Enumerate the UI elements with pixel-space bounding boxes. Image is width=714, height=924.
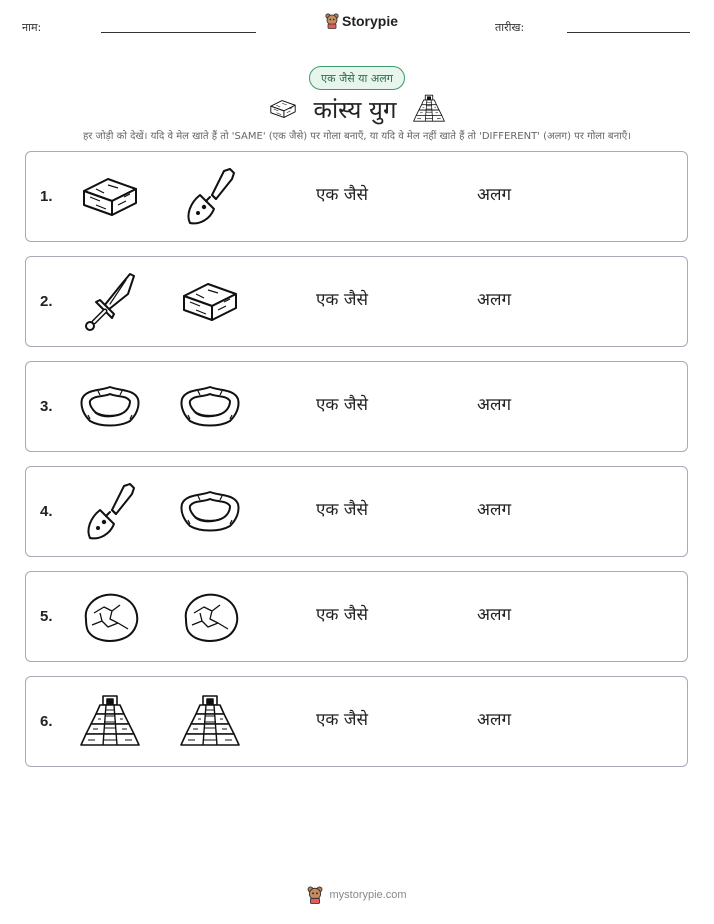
pyramid-icon — [78, 690, 142, 754]
brick-icon — [268, 94, 298, 124]
question-row — [25, 466, 688, 557]
option-same[interactable]: एक जैसे — [316, 290, 368, 310]
option-different[interactable]: अलग — [477, 395, 512, 415]
clay-tray-icon — [178, 480, 242, 544]
mascot-icon — [307, 886, 323, 904]
option-same[interactable]: एक जैसे — [316, 395, 368, 415]
clay-tray-icon — [178, 375, 242, 439]
date-label: तारीख: — [495, 21, 525, 34]
brick-icon — [178, 270, 242, 334]
question-number: 5. — [40, 608, 53, 625]
page-title: कांस्य युग — [313, 95, 397, 124]
option-different[interactable]: अलग — [477, 710, 512, 730]
sword-icon — [78, 270, 142, 334]
brick-icon — [78, 165, 142, 229]
question-number: 6. — [40, 713, 53, 730]
footer — [0, 886, 714, 904]
worksheet-tag: एक जैसे या अलग — [309, 66, 405, 90]
brand-name: Storypie — [342, 13, 399, 29]
rock-icon — [178, 585, 242, 649]
name-field[interactable] — [101, 32, 256, 33]
question-row — [25, 151, 688, 242]
question-row — [25, 571, 688, 662]
option-different[interactable]: अलग — [477, 185, 512, 205]
option-same[interactable]: एक जैसे — [316, 605, 368, 625]
date-field[interactable] — [567, 32, 690, 33]
question-row — [25, 361, 688, 452]
pyramid-icon — [178, 690, 242, 754]
question-number: 2. — [40, 293, 53, 310]
trowel-icon — [78, 480, 142, 544]
question-row — [25, 676, 688, 767]
footer-url: mystorypie.com — [329, 889, 407, 901]
trowel-icon — [178, 165, 242, 229]
question-number: 1. — [40, 188, 53, 205]
question-row — [25, 256, 688, 347]
title-row — [0, 92, 714, 126]
brand-logo — [325, 13, 398, 29]
question-number: 3. — [40, 398, 53, 415]
option-same[interactable]: एक जैसे — [316, 710, 368, 730]
clay-tray-icon — [78, 375, 142, 439]
option-same[interactable]: एक जैसे — [316, 185, 368, 205]
option-different[interactable]: अलग — [477, 500, 512, 520]
option-different[interactable]: अलग — [477, 605, 512, 625]
option-different[interactable]: अलग — [477, 290, 512, 310]
name-label: नाम: — [22, 21, 42, 34]
question-number: 4. — [40, 503, 53, 520]
instructions: हर जोड़ी को देखें। यदि वे मेल खाते हैं तो 'SAME' (एक जैसे) पर गोला बनाएँ, या यदि वे मेल नहीं खाते हैं तो 'DIFFERENT' (अलग) पर गोला बनाएँ। — [82, 131, 632, 142]
option-same[interactable]: एक जैसे — [316, 500, 368, 520]
pyramid-icon — [412, 92, 446, 126]
mascot-icon — [325, 13, 339, 29]
rock-icon — [78, 585, 142, 649]
